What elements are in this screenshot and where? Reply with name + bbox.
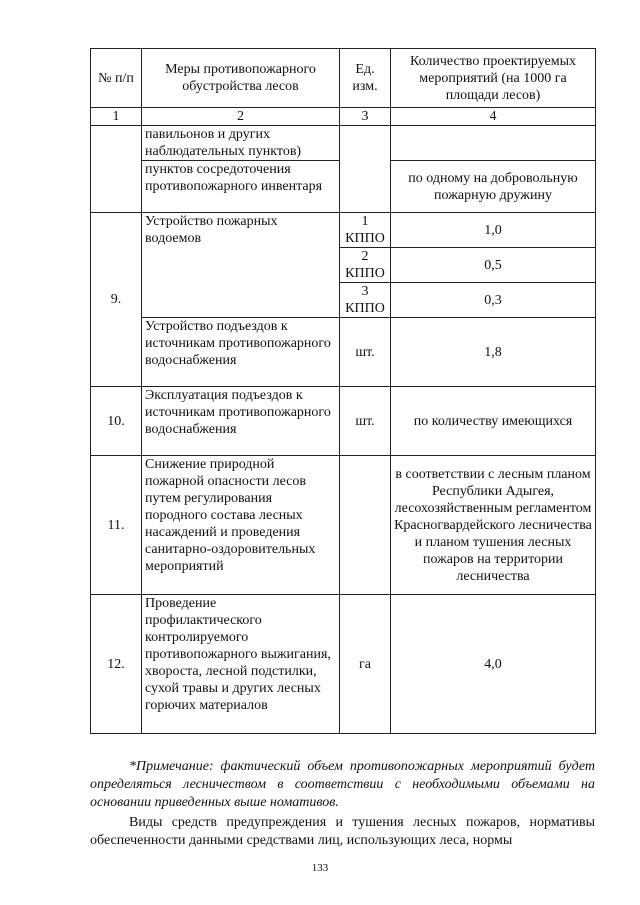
row-number: 10.: [91, 387, 142, 456]
measure-cell: пунктов сосредоточения противопожарного инвентаря: [142, 161, 340, 213]
table-row: [91, 318, 596, 387]
header-num: № п/п: [91, 49, 142, 108]
col-number: 1: [91, 108, 142, 126]
unit-cell: 1 КППО: [340, 213, 391, 248]
quantity-cell: по количеству имеющихся: [391, 387, 596, 456]
unit-cell-empty: [340, 126, 391, 213]
col-number: 3: [340, 108, 391, 126]
unit-cell: шт.: [340, 318, 391, 387]
header-quantity: Количество проектируемых мероприятий (на 1000 га площади лесов): [391, 49, 596, 108]
quantity-cell: в соответствии с лесным планом Республики Адыгея, лесохозяйственным регламентом Красногвардейского лесничества и планом тушения лесных пожаров на территории лесничества: [391, 456, 596, 595]
quantity-cell: 1,8: [391, 318, 596, 387]
table-row: [91, 213, 596, 248]
unit-cell: шт.: [340, 387, 391, 456]
header-row: [91, 49, 596, 108]
measure-cell: Устройство подъездов к источникам противопожарного водоснабжения: [142, 318, 340, 387]
table-row: [91, 126, 596, 161]
unit-cell: 2 КППО: [340, 248, 391, 283]
column-number-row: [91, 108, 596, 126]
row-number: 12.: [91, 595, 142, 734]
header-unit: Ед. изм.: [340, 49, 391, 108]
quantity-cell: 0,3: [391, 283, 596, 318]
table-row: [91, 387, 596, 456]
page-number: 133: [311, 862, 329, 874]
col-number: 2: [142, 108, 340, 126]
body-paragraph: Виды средств предупреждения и тушения лесных пожаров, нормативы обеспеченности данными средствами лиц, использующих леса, нормы: [90, 815, 595, 848]
quantity-cell: 0,5: [391, 248, 596, 283]
fire-measures-table: [90, 48, 596, 734]
quantity-cell: 1,0: [391, 213, 596, 248]
unit-cell: [340, 456, 391, 595]
measure-cell: Проведение профилактического контролируемого противопожарного выжигания, хвороста, лесной подстилки, сухой травы и других лесных горючих материалов: [142, 595, 340, 734]
quantity-cell: по одному на добровольную пожарную дружину: [391, 161, 596, 213]
row-number: 11.: [91, 456, 142, 595]
row-num-empty: [91, 126, 142, 213]
footnote: *Примечание: фактический объем противопожарных мероприятий будет определяться лесничеством в соответствии с необходимыми объемами на основании приведенных выше номативов.: [90, 759, 595, 810]
quantity-cell: 4,0: [391, 595, 596, 734]
measure-cell: Устройство пожарных водоемов: [142, 213, 340, 318]
measure-cell: Эксплуатация подъездов к источникам противопожарного водоснабжения: [142, 387, 340, 456]
unit-cell: 3 КППО: [340, 283, 391, 318]
col-number: 4: [391, 108, 596, 126]
table-row: [91, 456, 596, 595]
table-row: [91, 595, 596, 734]
row-number: 9.: [91, 213, 142, 387]
measure-cell: павильонов и других наблюдательных пунктов): [142, 126, 340, 161]
header-measures: Меры противопожарного обустройства лесов: [142, 49, 340, 108]
unit-cell: га: [340, 595, 391, 734]
measure-cell: Снижение природной пожарной опасности лесов путем регулирования породного состава лесных насаждений и проведения санитарно-оздоровительных мероприятий: [142, 456, 340, 595]
quantity-cell-empty: [391, 126, 596, 161]
